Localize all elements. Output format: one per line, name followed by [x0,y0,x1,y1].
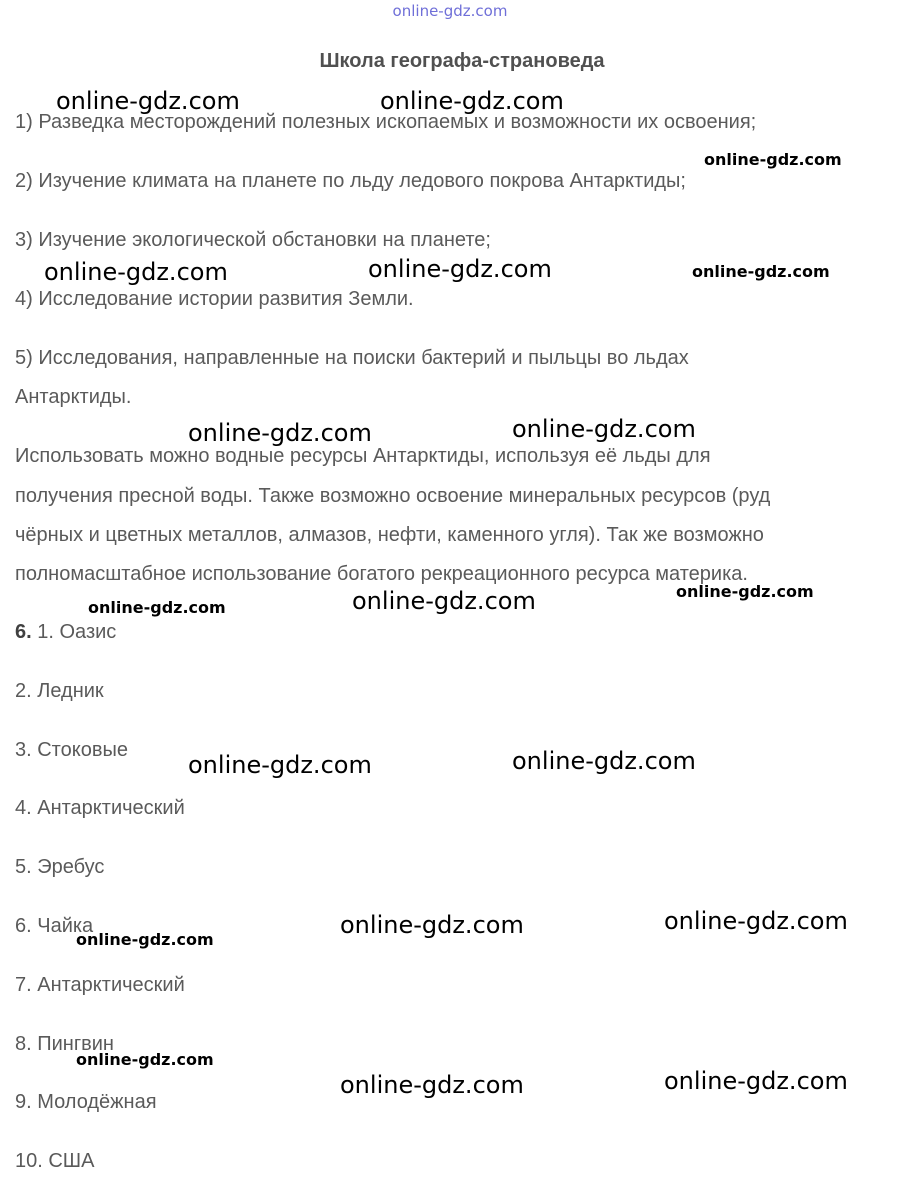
task-number: 6. [15,621,32,643]
answer-item: 1. Оазис [37,621,117,643]
watermark: online-gdz.com [340,911,524,939]
watermark: online-gdz.com [664,907,848,935]
list-item: 1) Разведка месторождений полезных ископаемых и возможности их освоения; [15,111,757,133]
watermark: online-gdz.com [692,262,830,281]
answer-item: 8. Пингвин [15,1033,114,1055]
watermark: online-gdz.com [512,415,696,443]
watermark: online-gdz.com [352,587,536,615]
task-6-first-line [15,620,116,644]
answer-item: 10. США [15,1150,95,1172]
header-watermark: online-gdz.com [392,2,508,20]
watermark: online-gdz.com [88,598,226,617]
watermark: online-gdz.com [76,930,214,949]
watermark: online-gdz.com [368,255,552,283]
list-item-continuation: Антарктиды. [15,386,132,408]
list-item: 4) Исследование истории развития Земли. [15,288,414,310]
answer-item: 9. Молодёжная [15,1091,157,1113]
watermark: online-gdz.com [44,258,228,286]
watermark: online-gdz.com [676,582,814,601]
list-item: 3) Изучение экологической обстановки на планете; [15,229,491,251]
paragraph-line: получения пресной воды. Также возможно освоение минеральных ресурсов (руд [15,485,771,507]
paragraph-line: полномасштабное использование богатого рекреационного ресурса материка. [15,563,748,585]
answer-item: 5. Эребус [15,856,105,878]
list-item: 5) Исследования, направленные на поиски бактерий и пыльцы во льдах [15,347,689,369]
answer-item: 7. Антарктический [15,974,185,996]
watermark: online-gdz.com [56,87,240,115]
answer-item: 2. Ледник [15,680,104,702]
answer-item: 4. Антарктический [15,797,185,819]
watermark: online-gdz.com [340,1071,524,1099]
watermark: online-gdz.com [188,751,372,779]
paragraph-line: чёрных и цветных металлов, алмазов, нефти, каменного угля). Так же возможно [15,524,764,546]
watermark: online-gdz.com [76,1050,214,1069]
watermark: online-gdz.com [664,1067,848,1095]
list-item: 2) Изучение климата на планете по льду ледового покрова Антарктиды; [15,170,686,192]
watermark: online-gdz.com [188,419,372,447]
page-title: Школа географа-страноведа [319,50,605,72]
paragraph-line: Использовать можно водные ресурсы Антарктиды, используя её льды для [15,445,711,467]
watermark: online-gdz.com [704,150,842,169]
answer-item: 6. Чайка [15,915,94,937]
watermark: online-gdz.com [380,87,564,115]
answer-item: 3. Стоковые [15,739,128,761]
watermark: online-gdz.com [512,747,696,775]
